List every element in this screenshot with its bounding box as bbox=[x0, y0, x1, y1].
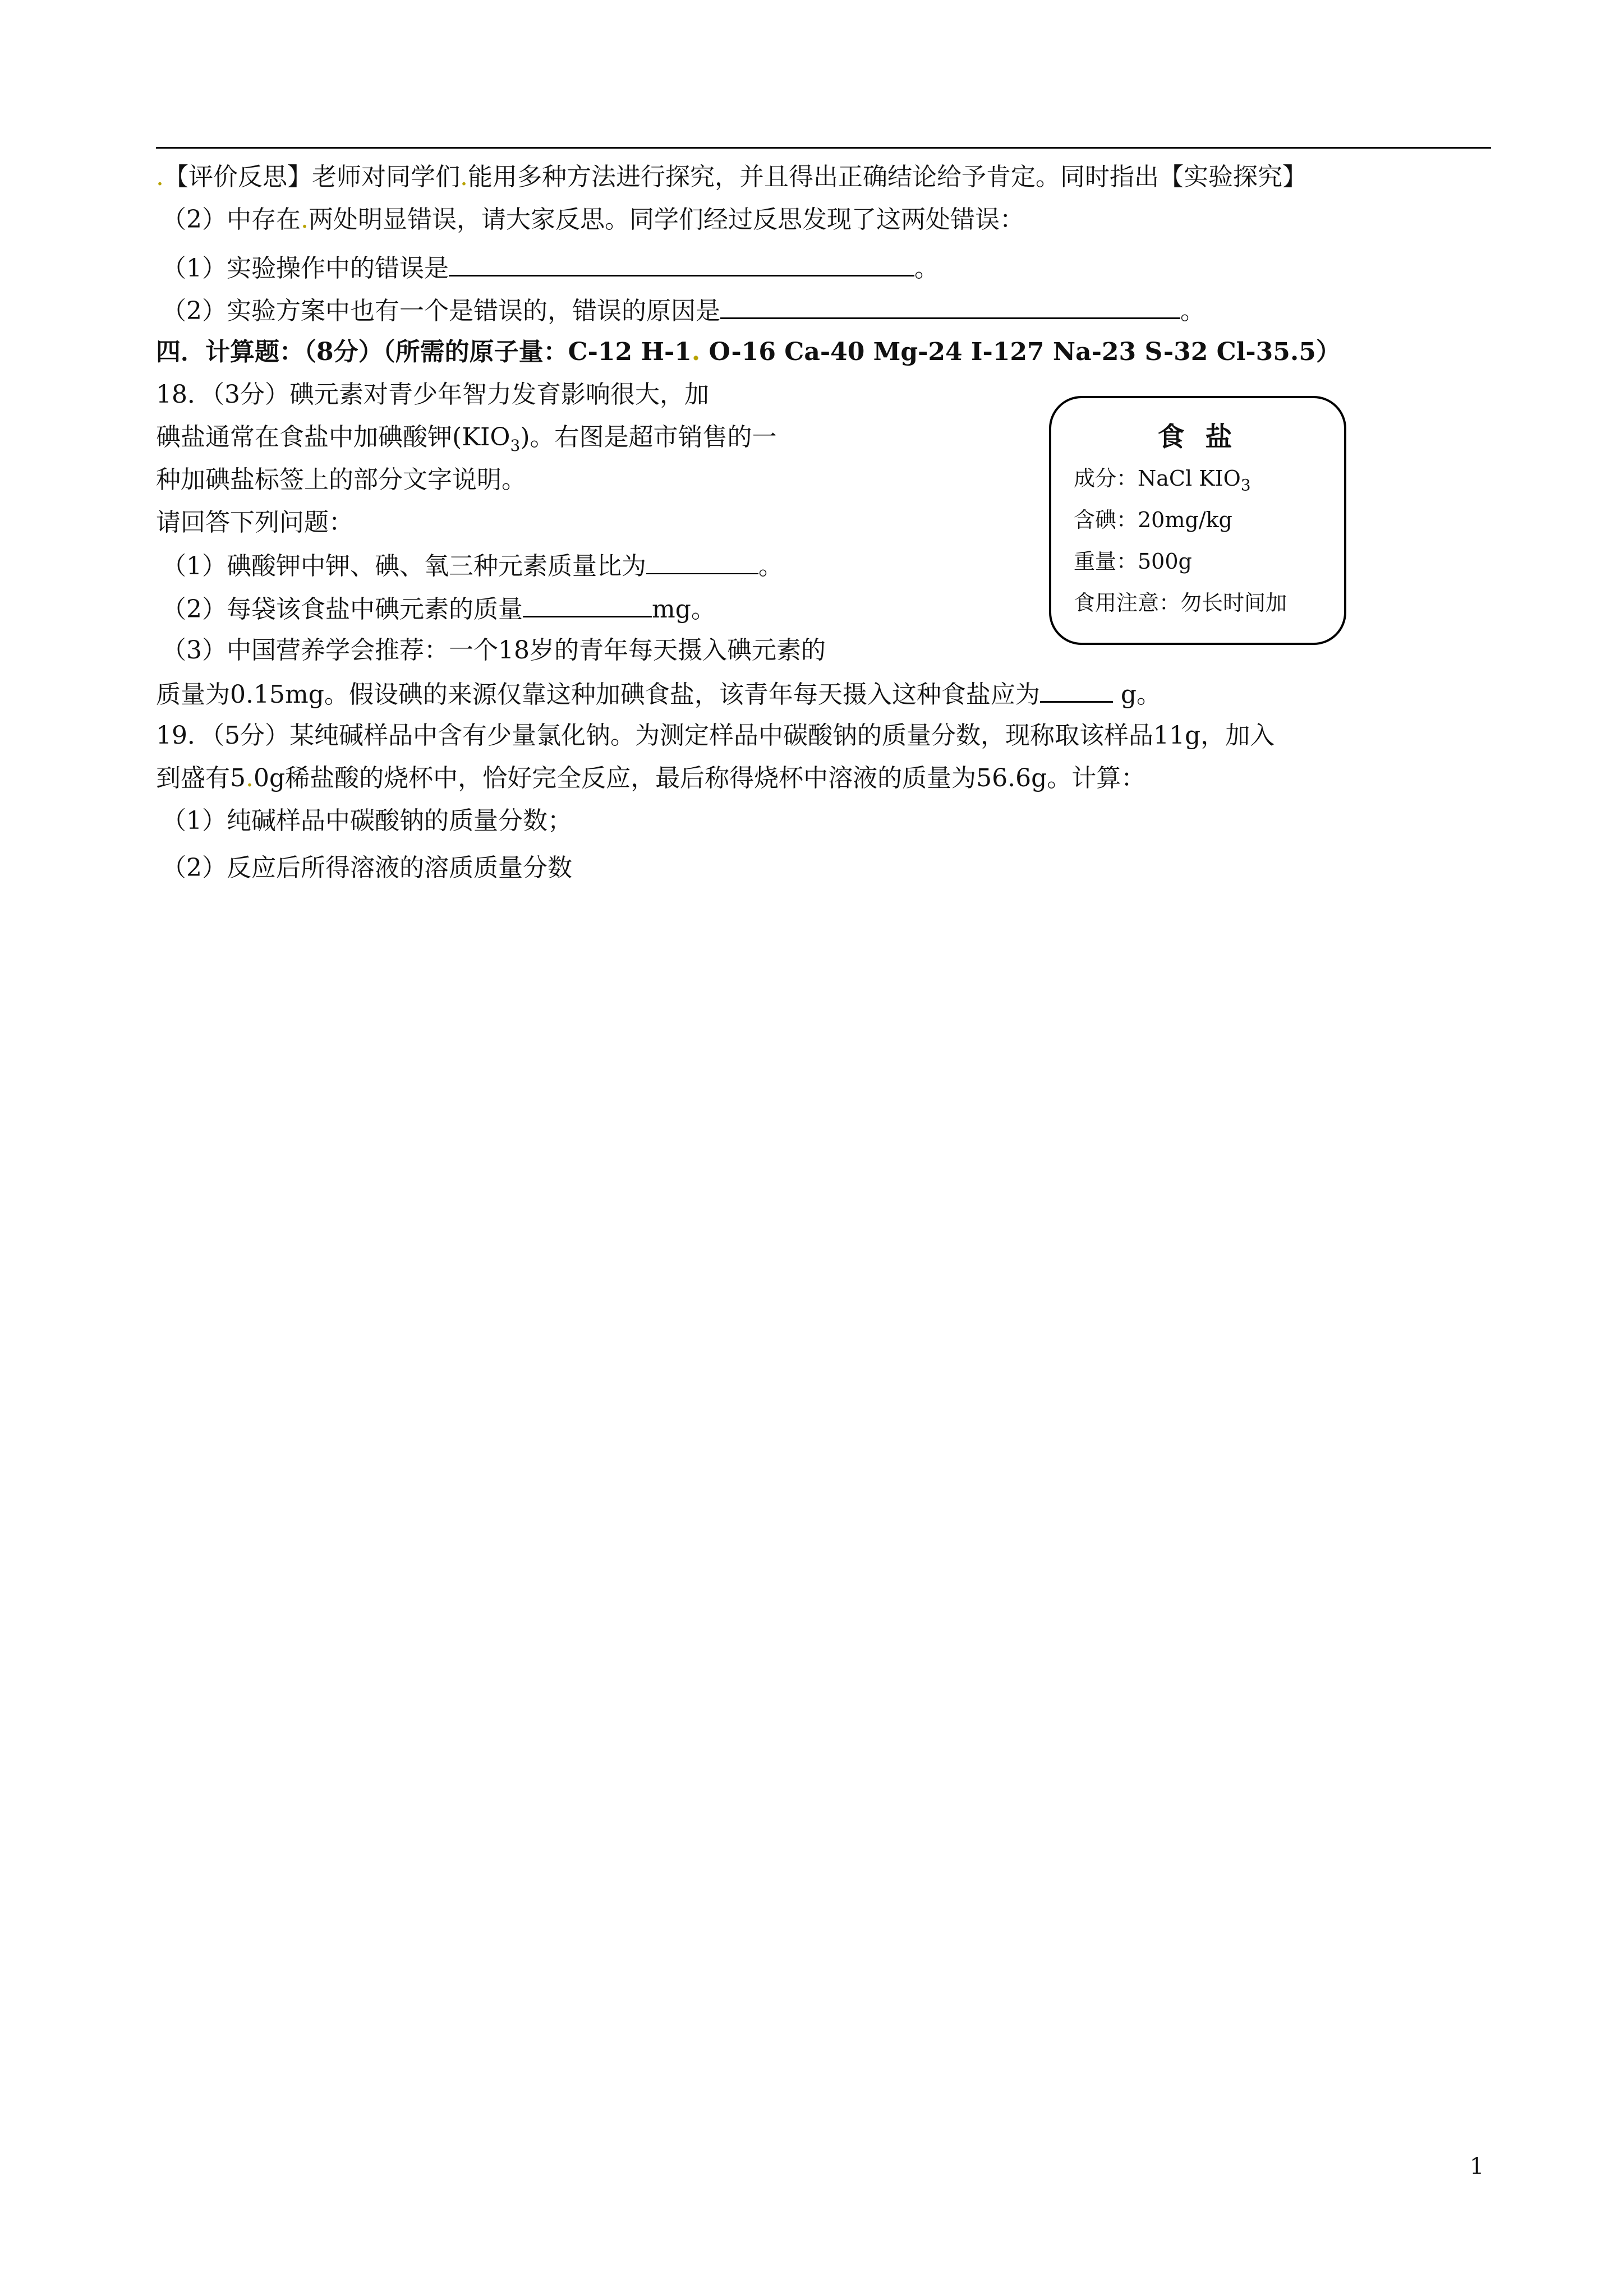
answer-blank[interactable] bbox=[449, 250, 914, 276]
salt-label-weight: 重量：500g bbox=[1074, 549, 1192, 574]
q18-line1: 18．（3分）碘元素对青少年智力发育影响很大，加 bbox=[156, 380, 709, 409]
answer-blank[interactable] bbox=[523, 591, 652, 617]
q18-sub2: （2）每袋该食盐中碘元素的质量 mg。 bbox=[162, 591, 716, 626]
mark-dot: . bbox=[246, 764, 254, 792]
salt-label-ingredients: 成分：NaCl $KIO_3$ bbox=[1074, 466, 1251, 495]
header-rule bbox=[156, 147, 1491, 149]
page-number: 1 bbox=[1470, 2154, 1484, 2179]
salt-label-box bbox=[1049, 396, 1346, 645]
mark-dot: . bbox=[460, 163, 468, 191]
q19-line1: 19．（5分）某纯碱样品中含有少量氯化钠。为测定样品中碳酸钠的质量分数，现称取该样品11g，加入 bbox=[156, 721, 1275, 750]
q19-sub2: （2）反应后所得溶液的溶质质量分数 bbox=[162, 854, 572, 882]
mark-dot: . bbox=[156, 163, 164, 191]
salt-label-title: 食 盐 bbox=[1157, 421, 1238, 453]
q19-line2: 到盛有5.0g稀盐酸的烧杯中，恰好完全反应，最后称得烧杯中溶液的质量为56.6g。计算： bbox=[156, 764, 1146, 792]
q18-line2: 碘盐通常在食盐中加碘酸钾$(KIO_3)$。右图是超市销售的一 bbox=[156, 423, 777, 455]
q18-line3: 种加碘盐标签上的部分文字说明。 bbox=[156, 465, 526, 494]
q18-sub3-cont: 质量为0.15mg。假设碘的来源仅靠这种加碘食盐，该青年每天摄入这种食盐应为 g。 bbox=[156, 676, 1161, 712]
salt-label-caution: 食用注意：勿长时间加 bbox=[1074, 591, 1287, 615]
mark-dot: . bbox=[691, 338, 701, 366]
mark-dot: . bbox=[301, 205, 309, 234]
answer-blank[interactable] bbox=[1040, 676, 1113, 703]
q18-line4: 请回答下列问题： bbox=[156, 508, 353, 537]
q18-sub3: （3）中国营养学会推荐：一个18岁的青年每天摄入碘元素的 bbox=[162, 636, 826, 665]
eval-error-operation: （1）实验操作中的错误是 。 bbox=[162, 250, 939, 285]
answer-blank[interactable] bbox=[646, 548, 758, 574]
q18-sub1: （1）碘酸钾中钾、碘、氧三种元素质量比为 。 bbox=[162, 548, 783, 583]
salt-label-iodine: 含碘：20mg/kg bbox=[1074, 508, 1232, 532]
section-4-heading: 四．计算题：（8分）（所需的原子量：C-12 H-1. O-16 Ca-40 Mg-24 I-127 Na-23 S-32 Cl-35.5） bbox=[156, 338, 1341, 366]
eval-para-line1: .【评价反思】老师对同学们.能用多种方法进行探究，并且得出正确结论给予肯定。同时指出【实验探究】 bbox=[156, 163, 1307, 191]
q19-sub1: （1）纯碱样品中碳酸钠的质量分数； bbox=[162, 806, 572, 835]
answer-blank[interactable] bbox=[720, 293, 1180, 319]
eval-para-line2: （2）中存在.两处明显错误，请大家反思。同学们经过反思发现了这两处错误： bbox=[162, 205, 1024, 234]
eval-error-plan: （2）实验方案中也有一个是错误的，错误的原因是 。 bbox=[162, 293, 1205, 328]
